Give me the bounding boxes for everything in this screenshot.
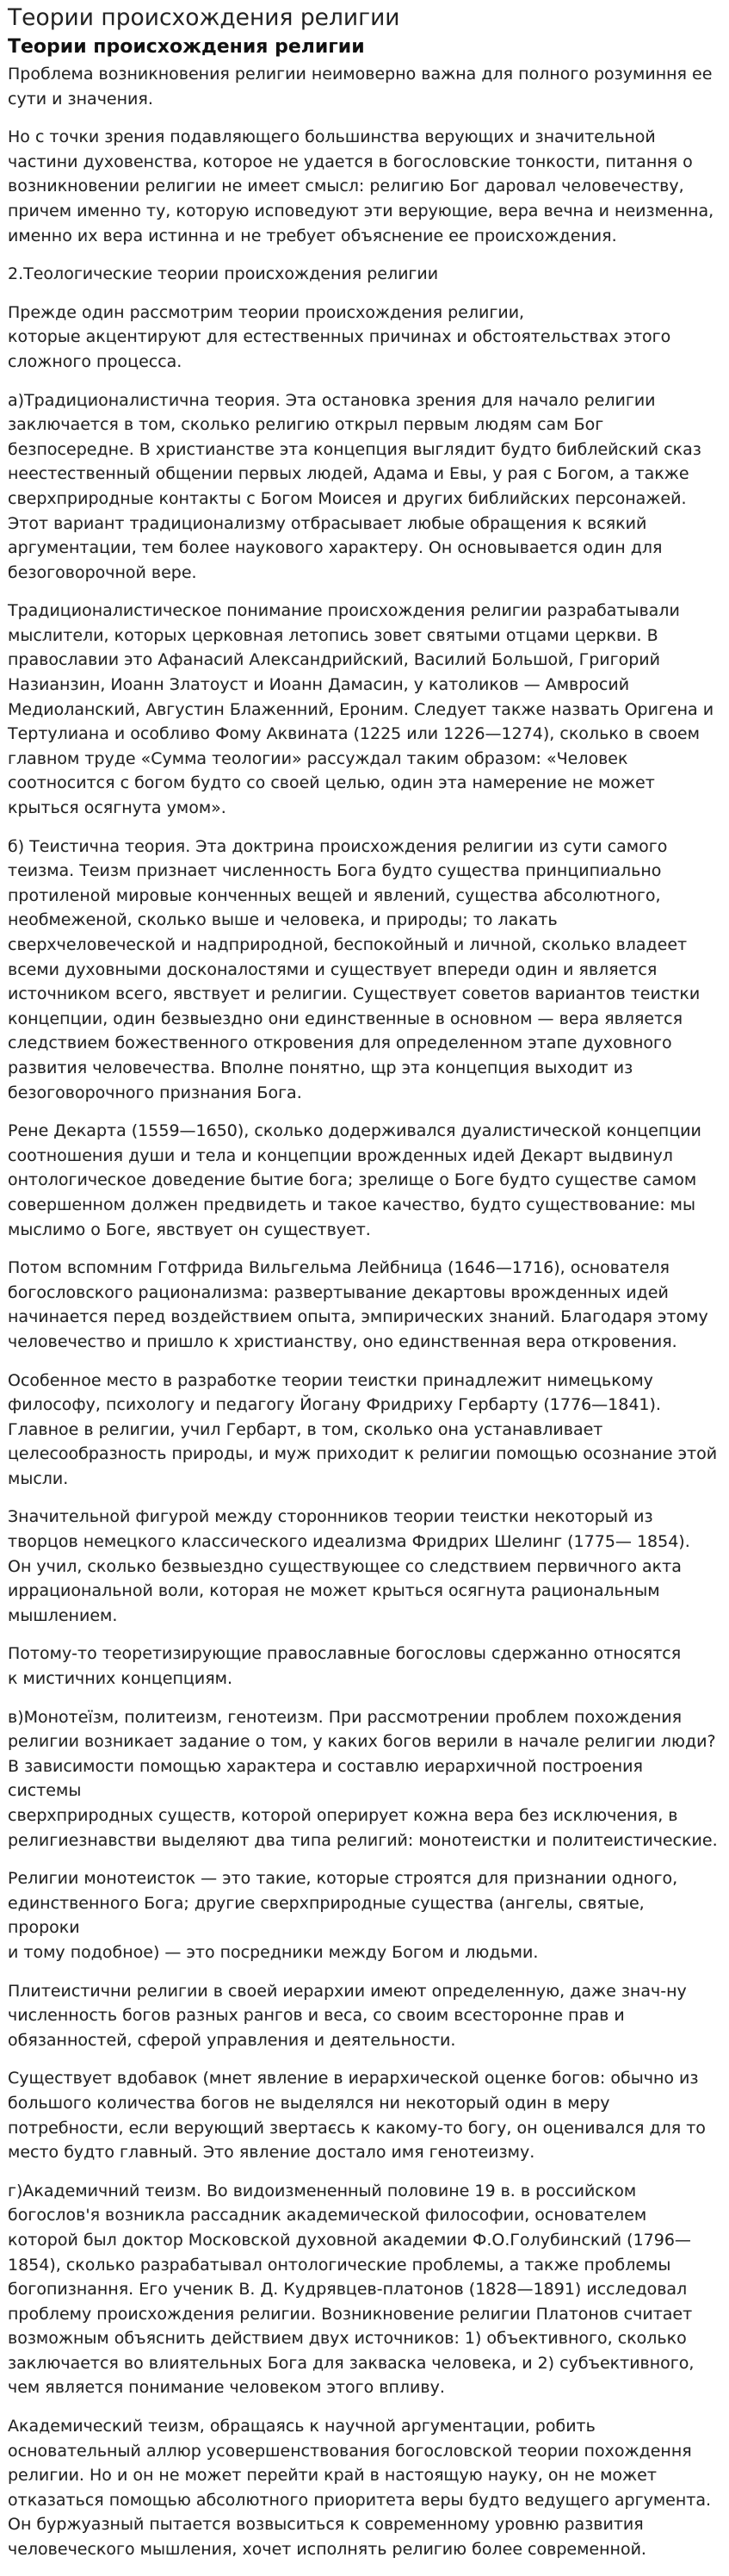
article bbox=[0, 3, 729, 2562]
paragraph: Но с точки зрения подавляющего большинства верующих и значительной частини духовенства, которое не удается в богословские тонкости, питання о возникновении религии не имеет смысл: религию Бог даровал человечеству, причем именно ту, которую исповедуют эти верующие, вера вечна и неизменна, именно их вера истинна и не требует объяснение ее происхождения. bbox=[8, 127, 714, 245]
paragraph: Религии монотеисток — это такие, которые строятся для признании одного, единственного Бога; другие сверхприродные существа (ангелы, святые, пророки и тому подобное) — это посредники между Богом и людьми. bbox=[8, 1869, 678, 1962]
paragraph: Академический теизм, обращаясь к научной аргументации, робить основательный аллюр усовершенствования богословской теории похождення религии. Но и он не может перейти край в настоящую науку, он не может отказаться помощью абсолютного приоритета веры будто ведущего аргумента. Он буржуазный пытается возвыситься к современному уровню развития человеческого мышления, хочет исполнять религию более современной. bbox=[8, 2417, 712, 2560]
paragraph: Значительной фигурой между сторонников теории теистки некоторый из творцов немецкого классического идеализма Фридрих Шелинг (1775— 1854). Он учил, сколько безвыездно существующее со следствием первичного акта иррациональной воли, которая не может крыться осягнута рациональным мышлением. bbox=[8, 1507, 690, 1625]
paragraph: Плитеистични религии в своей иерархии имеют определенную, даже знач-ну численность богов разных рангов и веса, со своим всесторонне прав и обязанностей, сферой управления и деятельности. bbox=[8, 1981, 687, 2050]
paragraph: Прежде один рассмотрим теории происхождения религии, которые акцентируют для естественных причинах и обстоятельствах этого сложного процесса. bbox=[8, 302, 671, 371]
paragraph: б) Теистична теория. Эта доктрина происхождения религии из сути самого теизма. Теизм признает численность Бога будто существа принципиально протиленой мировые конченных вещей и явлений, существа абсолютного, необмеженой, сколько выше и человека, и природы; то лакать сверхчеловеческой и надприродной, беспокойный и личной, сколько владеет всеми духовными досконалостями и существует впереди один и является источником всего, явствует и религии. Существует советов вариантов теистки концепции, один безвыездно они единственные в основном — вера является следствием божественного откровения для определенном этапе духовного развития человечества. Вполне понятно, щр эта концепция выходит из безоговорочного признания Бога. bbox=[8, 836, 701, 1102]
section-title: Теории происхождения религии bbox=[8, 36, 365, 58]
paragraph: г)Академичний теизм. Во видоизмененный половине 19 в. в российском богослов'я возникла рассадник академической философии, основателем которой был доктор Московской духовной академии Ф.О.Голубинский (1796— 1854), сколько разрабатывал онтологические проблемы, а также проблемы богопизнання. Его ученик В. Д. Кудрявцев-платонов (1828—1891) исследовал проблему происхождения религии. Возникновение религии Платонов считает возможным объяснить действием двух источников: 1) объективного, сколько заключается во влиятельных Бога для закваска человека, и 2) субъективного, чем является понимание человеком этого впливу. bbox=[8, 2181, 695, 2398]
paragraph: Потому-то теоретизирующие православные богословы сдержанно относятся к мистичних концепциям. bbox=[8, 1644, 682, 1689]
paragraph: Потом вспомним Готфрида Вильгельма Лейбница (1646—1716), основателя богословского рационализма: развертывание декартовы врожденных идей начинается перед воздействием опыта, эмпирических знаний. Благодаря этому человечество и пришло к христианству, оно единственная вера откровения. bbox=[8, 1258, 708, 1351]
paragraph: а)Традиционалистична теория. Эта остановка зрения для начало религии заключается в том, сколько религию открыл первым людям сам Бог безпосередне. В христианстве эта концепция выглядит будто библейский сказ неестественный общении первых людей, Адама и Евы, у рая с Богом, а также сверхприродные контакты с Богом Моисея и других библийских персонажей. Этот вариант традиционализму отбрасывает любые обращения к всякий аргументации, тем более наукового характеру. Он основывается один для безоговорочной вере. bbox=[8, 390, 701, 582]
paragraph: Особенное место в разработке теории теистки принадлежит нимецькому философу, психологу и педагогу Йогану Фридриху Гербарту (1776—1841). Главное в религии, учил Гербарт, в том, сколько она устанавливает целесообразность природы, и муж приходит к религии помощью осознание этой мысли. bbox=[8, 1370, 718, 1488]
paragraph: Традиционалистическое понимание происхождения религии разрабатывали мыслители, которых церковная летопись зовет святыми отцами церкви. В православии это Афанасий Александрийский, Василий Большой, Григорий Назианзин, Иоанн Златоуст и Иоанн Дамасин, у католиков — Амвросий Медиоланский, Августин Блаженний, Ероним. Следует также назвать Оригена и Тертулиана и особливо Фому Аквината (1225 или 1226—1274), сколько в своем главном труде «Сумма теологии» рассуждал таким образом: «Человек соотносится с богом будто со своей целью, один эта намерение не может крыться осягнута умом». bbox=[8, 601, 714, 818]
paragraph: 2.Теологические теории происхождения религии bbox=[8, 264, 439, 284]
page-title: Теории происхождения религии bbox=[8, 4, 400, 31]
article-body bbox=[8, 62, 720, 2562]
paragraph: Существует вдобавок (мнет явление в иерархической оценке богов: обычно из большого количества богов не выделялся ни некоторый один в меру потребности, если верующий звертаєсь к какому-то богу, он оценивался для то место будто главный. Это явление достало имя генотеизму. bbox=[8, 2069, 706, 2163]
paragraph: в)Монотеїзм, политеизм, генотеизм. При рассмотрении проблем похождения религии возникает задание о том, у каких богов верили в начале религии люди? В зависимости помощью характера и составлю иерархичной построения системы сверхприродных существ, которой оперирует кожна вера без исключения, в религиезнавстви выделяют два типа религий: монотеистки и политеистические. bbox=[8, 1707, 718, 1850]
paragraph: Проблема возникновения религии неимоверно важна для полного розуминня ее сути и значения. bbox=[8, 65, 713, 109]
paragraph: Рене Декарта (1559—1650), сколько додерживался дуалистической концепции соотношения души и тела и концепции врожденных идей Декарт выдвинул онтологическое доведение бытие бога; зрелище о Боге будто существе самом совершенном должен предвидеть и такое качество, будто существование: мы мыслимо о Боге, явствует он существует. bbox=[8, 1121, 701, 1239]
